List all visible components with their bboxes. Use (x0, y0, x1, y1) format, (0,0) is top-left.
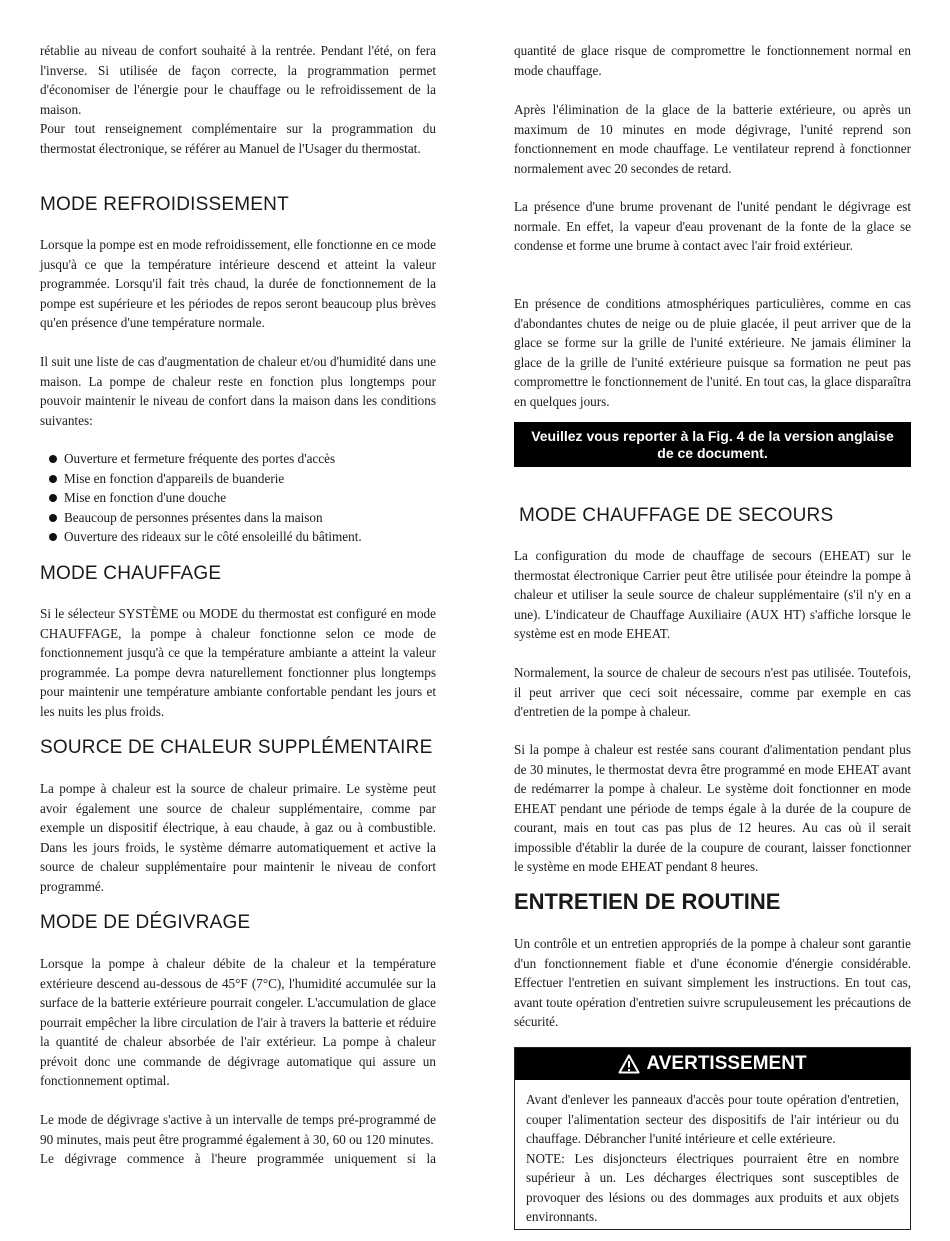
list-item: Mise en fonction d'appareils de buanderie (40, 469, 436, 489)
conditions-list (40, 449, 436, 547)
warning-body (526, 1090, 899, 1227)
degivrage-interval-block (40, 1110, 436, 1169)
warning-box (514, 1047, 911, 1230)
section-heading-chauffage: MODE CHAUFFAGE (40, 563, 222, 584)
presence-paragraph-block (514, 294, 911, 411)
secours-courant-paragraph: Si la pompe à chaleur est restée sans courant d'alimentation pendant plus de 30 minutes, le thermostat devra être programmé en mode EHEAT avant de redémarrer la pompe à chaleur. Le système doit fonctionner en mode EHEAT pendant une période de temps égale à la durée de la coupure de courant, mais en tout cas pas plus de 12 heures. Au cas où il serait impossible d'établir la durée de la coupure de courant, laisser fonctionner le système en mode EHEAT pendant 8 heures. (514, 742, 911, 874)
continued-paragraph: quantité de glace risque de compromettre le fonctionnement normal en mode chauffage. (514, 43, 911, 78)
secours-paragraph-block (514, 546, 911, 644)
degivrage-paragraph: Lorsque la pompe à chaleur débite de la chaleur et la température extérieure descend au-dessous de 45°F (7°C), l'humidité accumulée sur la surface de la batterie extérieure pourrait congeler. L'accumulation de glace pourrait empêcher la libre circulation de l'air à travers la batterie et réduire la quantité de chaleur absorbée de l'air extérieur. La pompe à chaleur prévoit donc une commande de dégivrage automatique qui assure un fonctionnement optimal. (40, 956, 436, 1088)
source-paragraph: La pompe à chaleur est la source de chaleur primaire. Le système peut avoir également une source de chaleur supplémentaire, comme par exemple un dispositif électrique, à eau chaude, à gaz ou à combustible. Dans les jours froids, le système démarre automatiquement et active la source de chaleur supplémentaire pour maintenir le niveau de confort programmé. (40, 781, 436, 894)
section-heading-entretien: ENTRETIEN DE ROUTINE (514, 889, 781, 914)
list-item: Ouverture et fermeture fréquente des portes d'accès (40, 449, 436, 469)
degivrage-paragraph-block (40, 954, 436, 1091)
continued-paragraph-block (514, 41, 911, 80)
warning-triangle-icon (618, 1054, 640, 1074)
warning-paragraph: Avant d'enlever les panneaux d'accès pour toute opération d'entretien, couper l'alimentation secteur des dispositifs de l'air intérieur ou du chauffage. Débrancher l'unité intérieure et celle extérieure. (526, 1092, 899, 1146)
presence-paragraph: En présence de conditions atmosphériques particulières, comme en cas d'abondantes chutes de neige ou de pluie glacée, il peut arriver que de la glace se forme sur la grille de l'unité extérieure. Ne jamais éliminer la glace de la grille de l'unité extérieure puisque sa formation ne peut pas compromettre le fonctionnement de l'unité. En tout cas, la glace disparaîtra en quelques jours. (514, 296, 911, 409)
refroidissement-list-intro-block (40, 352, 436, 430)
bullet-icon (49, 475, 57, 483)
refroidissement-paragraph: Lorsque la pompe est en mode refroidissement, elle fonctionne en ce mode jusqu'à ce que la température intérieure descend et atteint la valeur programmée. Lorsqu'il fait très chaud, la durée de fonctionnement de la pompe est supérieure et les périodes de repos seront beaucoup plus brèves qu'en présence d'une température normale. (40, 237, 436, 330)
brume-paragraph: La présence d'une brume provenant de l'unité pendant le dégivrage est normale. En effet, la vapeur d'eau provenant de la fonte de la glace se condense et forme une brume à contact avec l'air froid extérieur. (514, 199, 911, 253)
degivrage-start-paragraph: Le dégivrage commence à l'heure programmée uniquement si la (40, 1151, 436, 1166)
refroidissement-paragraph-block (40, 235, 436, 333)
apres-paragraph-block (514, 100, 911, 178)
figure-reference-notice (514, 422, 911, 467)
apres-paragraph: Après l'élimination de la glace de la batterie extérieure, ou après un maximum de 10 minutes en mode dégivrage, l'unité reprend son fonctionnement en mode chauffage. Le ventilateur reprend à fonctionner normalement avec 20 secondes de retard. (514, 102, 911, 176)
entretien-paragraph-block (514, 934, 911, 1032)
bullet-icon (49, 533, 57, 541)
bullet-icon (49, 494, 57, 502)
intro-block (40, 41, 436, 158)
section-heading-source-supplementaire: SOURCE DE CHALEUR SUPPLÉMENTAIRE (40, 737, 433, 758)
chauffage-paragraph-block (40, 604, 436, 721)
secours-courant-block (514, 740, 911, 877)
warning-note: NOTE: Les disjoncteurs électriques pourraient être en nombre supérieur à un. Les décharges électriques sont susceptibles de provoquer des lésions ou des dommages aux produits et aux objets environnants. (526, 1150, 899, 1224)
refroidissement-list-intro: Il suit une liste de cas d'augmentation de chaleur et/ou d'humidité dans une maison. La pompe de chaleur reste en fonction plus longtemps pour pouvoir maintenir le niveau de confort dans la maison dans les conditions suivantes: (40, 354, 436, 428)
intro-paragraph: rétablie au niveau de confort souhaité à la rentrée. Pendant l'été, on fera l'inverse. Si utilisée de façon correcte, la programmation permet d'économiser de l'énergie pour le chauffage ou le refroidissement de la maison. (40, 43, 436, 117)
source-paragraph-block (40, 779, 436, 896)
warning-title: AVERTISSEMENT (646, 1053, 807, 1074)
secours-normal-paragraph: Normalement, la source de chaleur de secours n'est pas utilisée. Toutefois, il peut arriver que ceci soit nécessaire, comme par exemple en cas d'entretien de la pompe à chaleur. (514, 665, 911, 719)
secours-paragraph: La configuration du mode de chauffage de secours (EHEAT) sur le thermostat électronique Carrier peut être utilisée pour éteindre la pompe à chaleur et utiliser la seule source de chaleur supplémentaire (s'il n'y en a une). L'indicateur de Chauffage Auxiliaire (AUX HT) s'affiche lorsque le système est en mode EHEAT. (514, 548, 911, 641)
warning-header (515, 1048, 910, 1080)
chauffage-paragraph: Si le sélecteur SYSTÈME ou MODE du thermostat est configuré en mode CHAUFFAGE, la pompe à chaleur fonctionne selon ce mode de fonctionnement jusqu'à ce que la température ambiante a atteint la valeur programmée. La pompe devra naturellement fonctionner plus longtemps pour maintenir une température ambiante confortable pendant les jours et les nuits les plus froids. (40, 606, 436, 719)
list-item: Mise en fonction d'une douche (40, 488, 436, 508)
secours-normal-block (514, 663, 911, 722)
section-heading-chauffage-secours: MODE CHAUFFAGE DE SECOURS (519, 505, 834, 526)
section-heading-refroidissement: MODE REFROIDISSEMENT (40, 194, 289, 215)
brume-paragraph-block (514, 197, 911, 256)
entretien-paragraph: Un contrôle et un entretien appropriés de la pompe à chaleur sont garantie d'un fonctionnement fiable et d'une économie d'énergie considérable. Effectuer l'entretien en suivant simplement les instructions. En tout cas, avant toute opération d'entretien suivre scrupuleusement les précautions de sécurité. (514, 936, 911, 1029)
figure-reference-text: Veuillez vous reporter à la Fig. 4 de la version anglaise de ce document. (531, 427, 894, 461)
section-heading-degivrage: MODE DE DÉGIVRAGE (40, 912, 251, 933)
bullet-icon (49, 455, 57, 463)
degivrage-interval-paragraph: Le mode de dégivrage s'active à un intervalle de temps pré-programmé de 90 minutes, mais peut être programmé également à 30, 60 ou 120 minutes. (40, 1112, 436, 1147)
list-item: Beaucoup de personnes présentes dans la maison (40, 508, 436, 528)
list-item: Ouverture des rideaux sur le côté ensoleillé du bâtiment. (40, 527, 436, 547)
intro-paragraph-2: Pour tout renseignement complémentaire sur la programmation du thermostat électronique, se référer au Manuel de l'Usager du thermostat. (40, 121, 436, 156)
bullet-icon (49, 514, 57, 522)
